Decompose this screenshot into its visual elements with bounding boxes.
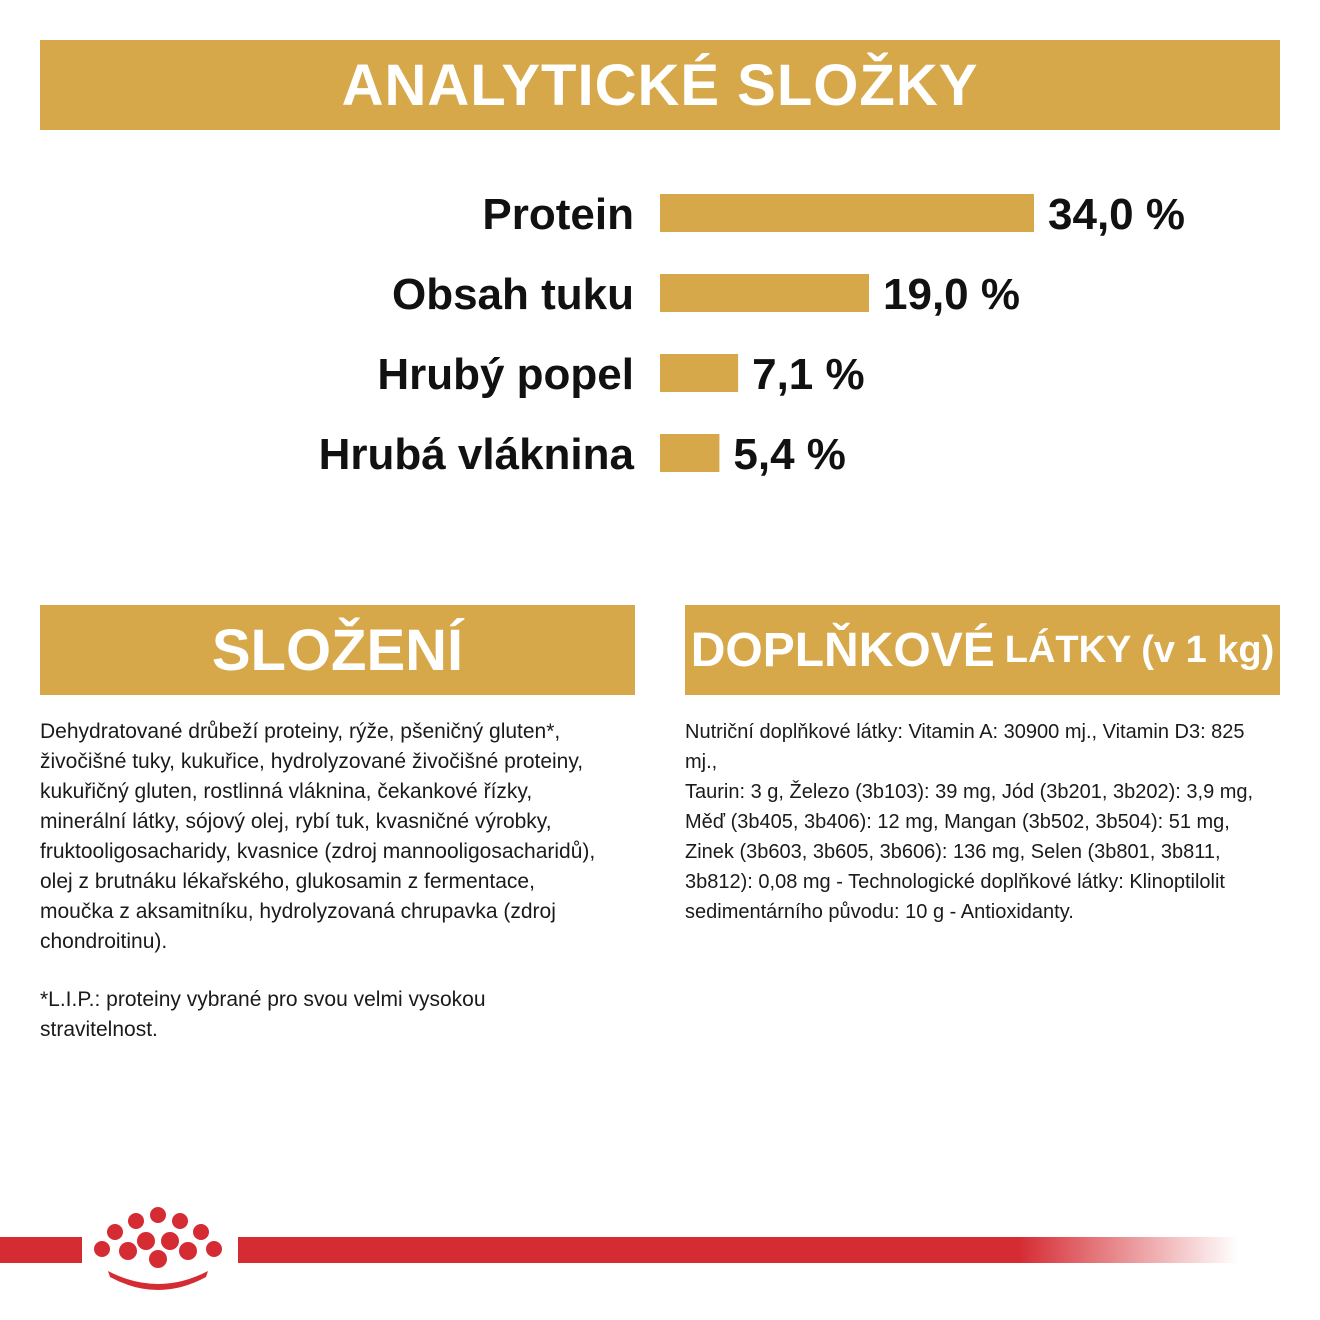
value-label: 5,4 % [733, 430, 846, 479]
additives-line: Měď (3b405, 3b406): 12 mg, Mangan (3b502, 3b504): 51 mg, [685, 811, 1230, 833]
value-label: 19,0 % [883, 270, 1020, 319]
additives-line: 3b812): 0,08 mg - Technologické doplňkové látky: Klinoptilolit [685, 871, 1225, 893]
crown-icon [88, 1205, 228, 1290]
category-label: Hrubá vláknina [318, 430, 634, 479]
bar [660, 434, 719, 472]
additives-title-main: DOPLŇKOVÉ [690, 623, 995, 677]
composition-footnote [40, 985, 600, 1045]
composition-line: moučka z aksamitníku, hydrolyzovaná chrupavka (zdroj [40, 900, 556, 923]
composition-line: Dehydratované drůbeží proteiny, rýže, pšeničný gluten*, [40, 720, 561, 743]
composition-line: olej z brutnáku lékařského, glukosamin z fermentace, [40, 870, 535, 893]
composition-title: SLOŽENÍ [211, 617, 464, 683]
bar [660, 274, 869, 312]
bar [660, 354, 738, 392]
category-label: Hrubý popel [377, 350, 634, 399]
analytic-bar-chart [0, 170, 1320, 500]
additives-banner [685, 605, 1280, 695]
composition-line: fruktooligosacharidy, kvasnice (zdroj mannooligosacharidů), [40, 840, 596, 863]
value-label: 34,0 % [1048, 190, 1185, 239]
composition-line: živočišné tuky, kukuřice, hydrolyzované živočišné proteiny, [40, 750, 584, 773]
composition-text [40, 717, 630, 957]
composition-line: kukuřičný gluten, rostlinná vláknina, čekankové řízky, [40, 780, 533, 803]
value-label: 7,1 % [752, 350, 865, 399]
category-label: Protein [482, 190, 634, 239]
additives-title-small: LÁTKY (v 1 kg) [1004, 628, 1275, 671]
composition-line: chondroitinu). [40, 930, 168, 953]
footnote-line: *L.I.P.: proteiny vybrané pro svou velmi vysokou [40, 988, 486, 1011]
category-label: Obsah tuku [391, 270, 634, 319]
analytic-banner [40, 40, 1280, 130]
analytic-title: ANALYTICKÉ SLOŽKY [341, 52, 979, 118]
composition-banner [40, 605, 635, 695]
additives-line: Nutriční doplňkové látky: Vitamin A: 30900 mj., Vitamin D3: 825 mj., [685, 721, 1245, 773]
bar [660, 194, 1034, 232]
additives-text [685, 717, 1280, 927]
additives-line: Taurin: 3 g, Železo (3b103): 39 mg, Jód (3b201, 3b202): 3,9 mg, [685, 781, 1254, 803]
additives-line: sedimentárního původu: 10 g - Antioxidanty. [685, 901, 1074, 923]
composition-line: minerální látky, sójový olej, rybí tuk, kvasničné výrobky, [40, 810, 552, 833]
footnote-line: stravitelnost. [40, 1018, 158, 1041]
additives-line: Zinek (3b603, 3b605, 3b606): 136 mg, Selen (3b801, 3b811, [685, 841, 1221, 863]
